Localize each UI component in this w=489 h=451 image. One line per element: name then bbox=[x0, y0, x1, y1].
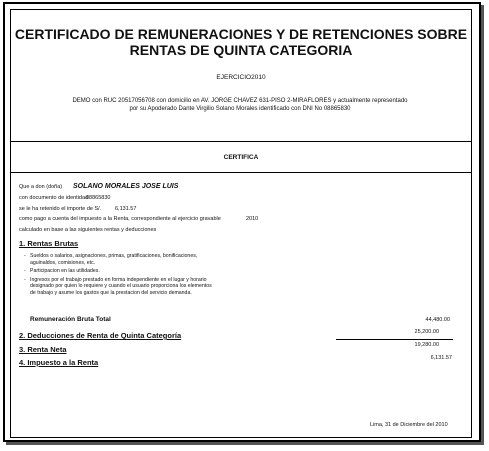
retained-label: se le ha retenido el importe de S/. bbox=[19, 206, 102, 212]
ejercicio-label: EJERCICIO2010 bbox=[216, 74, 266, 81]
certificate-title: CERTIFICADO DE REMUNERACIONES Y DE RETENCIONES SOBRE RENTAS DE QUINTA CATEGORIA bbox=[14, 26, 468, 58]
list-item: - Participacion en las utilidades. bbox=[24, 268, 214, 275]
section-deducciones-heading: 2. Deducciones de Renta de Quinta Categoría bbox=[19, 331, 182, 340]
list-item: - Sueldos o salarios, asignaciones, primas, gratificaciones, bonificaciones, aguinaldos, comisiones, etc. bbox=[24, 253, 214, 266]
list-item: - Ingresos por el trabajo prestado en forma independiente en el lugar y horario designado por quien lo requiere y cuando el usuario proporciona los elementos de trabajo y asume los gastos que la prestacion del servicio demanda. bbox=[24, 277, 214, 297]
renta-neta-value: 19,280.00 bbox=[414, 342, 439, 348]
retained-amount: 6,131.57 bbox=[115, 206, 137, 212]
impuesto-value: 6,131.57 bbox=[430, 355, 452, 361]
section-divider-top bbox=[10, 141, 472, 142]
section-divider-bottom bbox=[10, 172, 472, 173]
payment-label: como pago a cuenta del impuesto a la Renta, correspondiente al ejercicio gravable bbox=[19, 216, 221, 222]
remuneracion-total-value: 44,480.00 bbox=[425, 317, 450, 323]
company-statement: DEMO con RUC 20517056708 con domicilio en AV. JORGE CHAVEZ 631-PISO 2-MIRAFLORES y actualmente representado por su Apoderado Dante Virgilio Solano Morales identificado con DNI No 08865830 bbox=[72, 98, 408, 112]
sum-line bbox=[336, 339, 453, 340]
que-a-label: Que a don (doña) bbox=[19, 184, 63, 190]
section-rentas-brutas-heading: 1. Rentas Brutas bbox=[19, 239, 79, 248]
doc-label: con documento de identidad bbox=[19, 195, 89, 201]
doc-number: 08865830 bbox=[86, 195, 111, 201]
section-impuesto-heading: 4. Impuesto a la Renta bbox=[19, 358, 99, 367]
remuneracion-total-label: Remuneración Bruta Total bbox=[30, 316, 111, 323]
calc-label: calculado en base a las siguientes rentas y deducciones bbox=[19, 227, 157, 233]
place-date: Lima, 31 de Diciembre del 2010 bbox=[370, 422, 448, 428]
deducciones-value: 25,200.00 bbox=[414, 329, 439, 335]
tax-year: 2010 bbox=[246, 216, 259, 222]
rentas-brutas-list bbox=[24, 253, 214, 299]
section-renta-neta-heading: 3. Renta Neta bbox=[19, 345, 67, 354]
employee-name: SOLANO MORALES JOSE LUIS bbox=[73, 183, 179, 190]
certifica-heading: CERTIFICA bbox=[223, 154, 259, 161]
